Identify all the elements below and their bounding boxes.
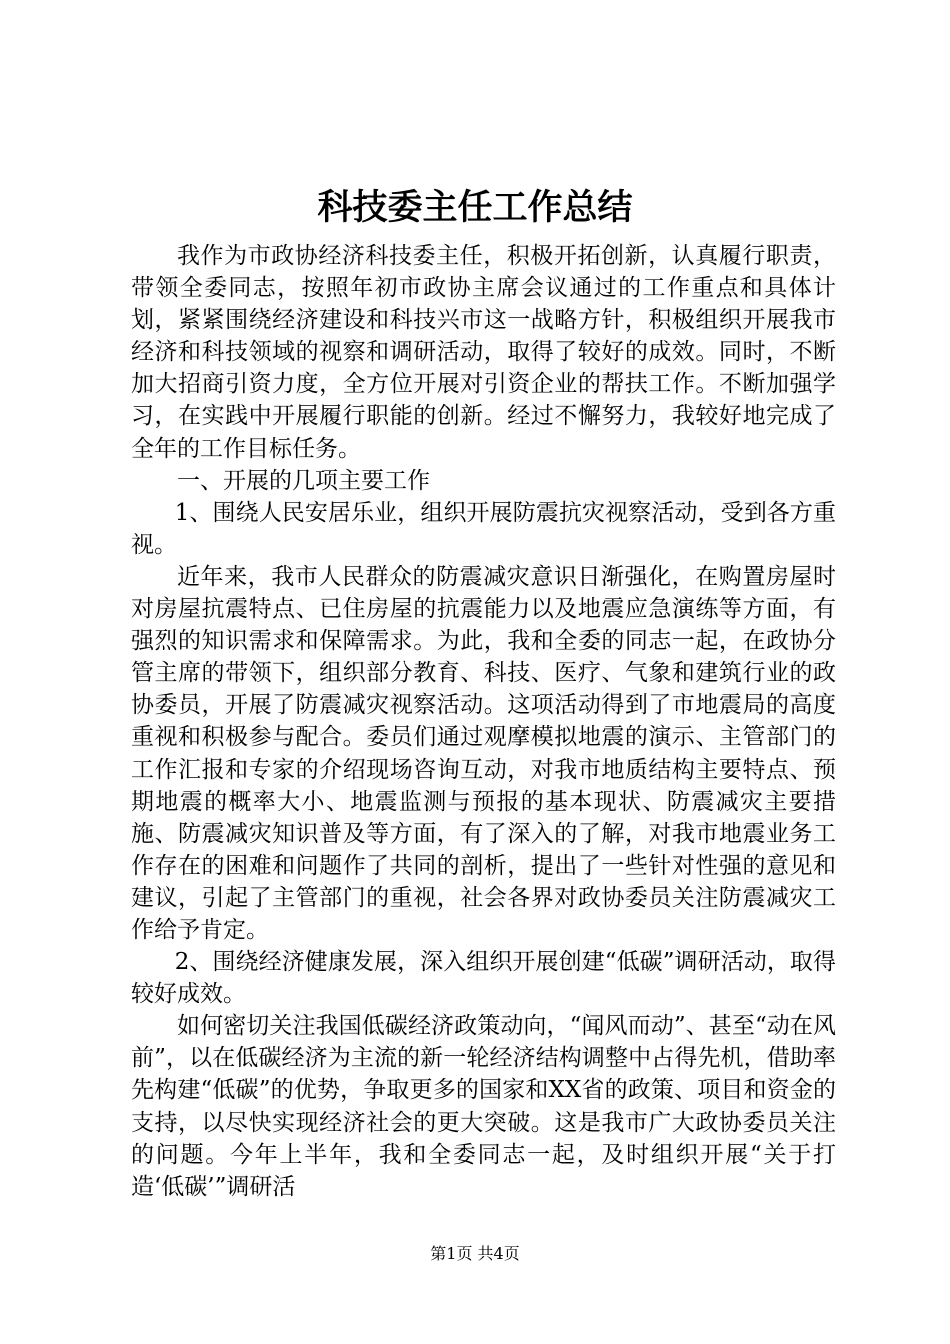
page-title: 科技委主任工作总结 — [317, 187, 633, 228]
paragraph-intro: 我作为市政协经济科技委主任，积极开拓创新，认真履行职责，带领全委同志，按照年初市政协主席会议通过的工作重点和具体计划，紧紧围绕经济建设和科技兴市这一战略方针，积极组织开展我市经济和科技领域的视察和调研活动，取得了较好的成效。同时，不断加大招商引资力度，全方位开展对引资企业的帮扶工作。不断加强学习，在实践中开展履行职能的创新。经过不懈努力，我较好地完成了全年的工作目标任务。 — [131, 243, 836, 462]
subsection-heading-2: 2、围绕经济健康发展，深入组织开展创建“低碳”调研活动，取得较好成效。 — [131, 949, 836, 1008]
document-body — [131, 240, 836, 1203]
page-number-footer: 第1页 共4页 — [430, 1244, 520, 1263]
section-heading: 一、开展的几项主要工作 — [177, 467, 430, 494]
paragraph-earthquake: 近年来，我市人民群众的防震减灾意识日渐强化，在购置房屋时对房屋抗震特点、已住房屋的抗震能力以及地震应急演练等方面，有强烈的知识需求和保障需求。为此，我和全委的同志一起，在政协分管主席的带领下，组织部分教育、科技、医疗、气象和建筑行业的政协委员，开展了防震减灾视察活动。这项活动得到了市地震局的高度重视和积极参与配合。委员们通过观摩模拟地震的演示、主管部门的工作汇报和专家的介绍现场咨询互动，对我市地质结构主要特点、预期地震的概率大小、地震监测与预报的基本现状、防震减灾主要措施、防震减灾知识普及等方面，有了深入的了解，对我市地震业务工作存在的困难和问题作了共同的剖析，提出了一些针对性强的意见和建议，引起了主管部门的重视，社会各界对政协委员关注防震减灾工作给予肯定。 — [131, 563, 836, 943]
paragraph-low-carbon: 如何密切关注我国低碳经济政策动向，“闻风而动”、甚至“动在风前”，以在低碳经济为主流的新一轮经济结构调整中占得先机，借助率先构建“低碳”的优势，争取更多的国家和XX省的政策、项目和资金的支持，以尽快实现经济社会的更大突破。这是我市广大政协委员关注的问题。今年上半年，我和全委同志一起，及时组织开展“关于打造‘低碳’”调研活 — [131, 1013, 836, 1200]
subsection-heading-1: 1、围绕人民安居乐业，组织开展防震抗灾视察活动，受到各方重视。 — [131, 499, 836, 558]
